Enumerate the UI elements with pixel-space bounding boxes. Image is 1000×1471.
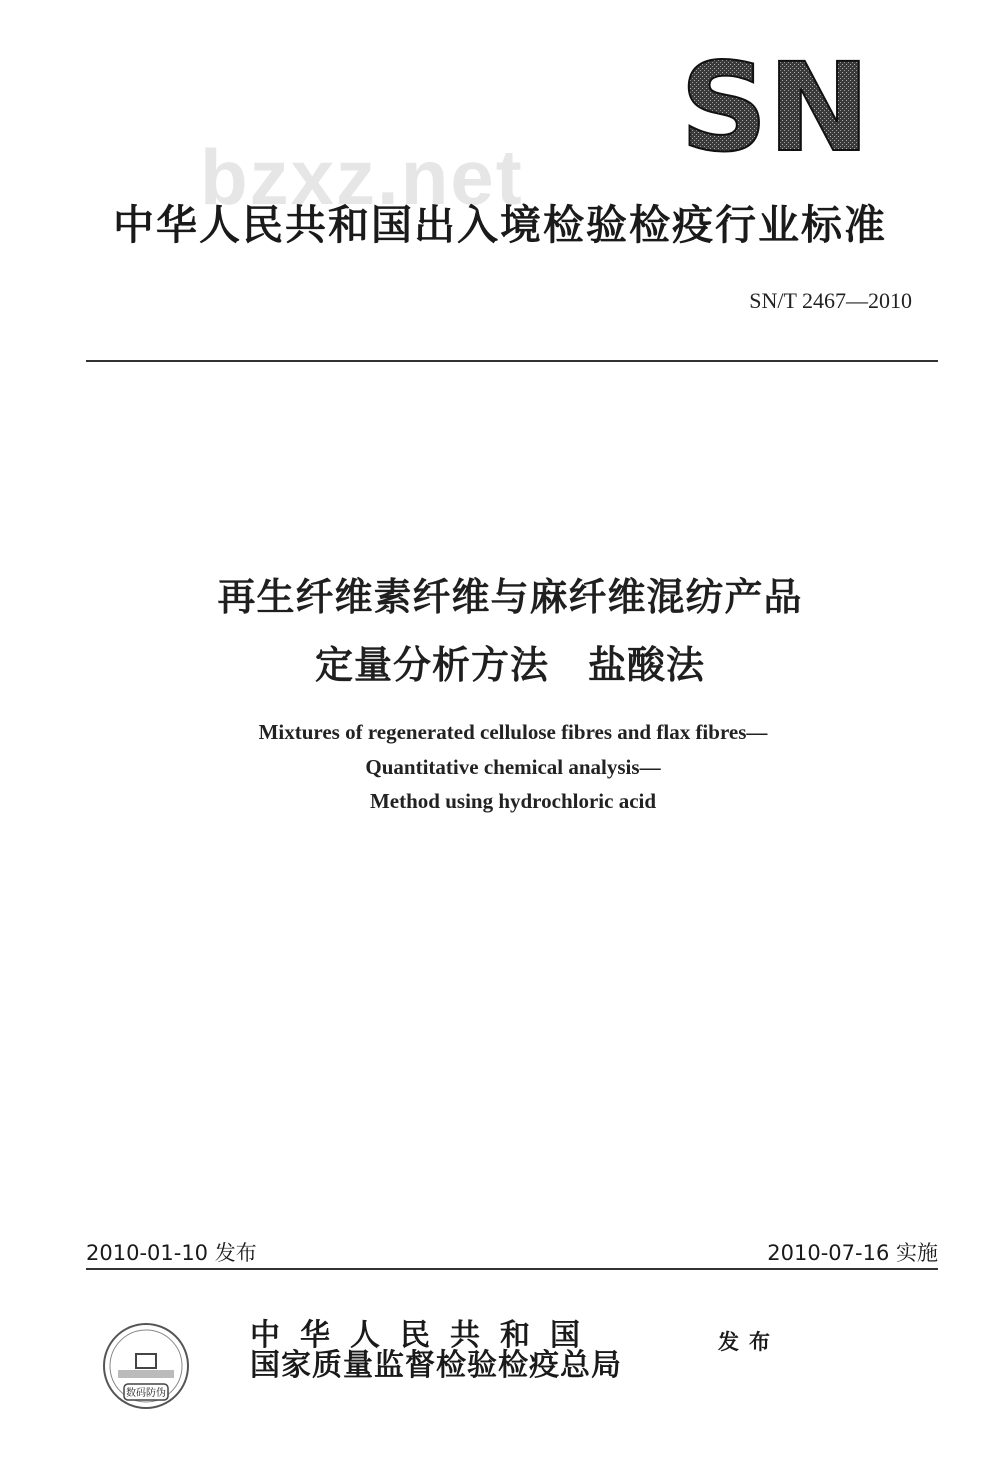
stamp-label: 数码防伪 — [126, 1388, 166, 1399]
top-divider — [86, 360, 938, 362]
anti-counterfeit-stamp — [100, 1320, 192, 1412]
title-en-line-2: Quantitative chemical analysis— — [365, 755, 661, 779]
watermark: bzxz.net — [200, 133, 524, 221]
publisher-line-1: 中华人民共和国 — [250, 1318, 600, 1353]
issue-date: 2010-01-10 发布 — [86, 1241, 257, 1265]
implementation-date: 2010-07-16 实施 — [767, 1241, 938, 1265]
publisher-line-2: 国家质量监督检验检疫总局 — [250, 1348, 622, 1383]
sn-logo-text: SN — [680, 50, 870, 160]
bottom-divider — [86, 1268, 938, 1270]
title-zh-line-1: 再生纤维素纤维与麻纤维混纺产品 — [217, 575, 803, 619]
issuer-title: 中华人民共和国出入境检验检疫行业标准 — [113, 201, 887, 249]
title-zh-line-2: 定量分析方法 盐酸法 — [314, 643, 705, 687]
title-en-line-3: Method using hydrochloric acid — [369, 789, 657, 813]
standard-code: SN/T 2467—2010 — [749, 288, 912, 313]
sn-logo — [668, 50, 883, 160]
publish-verb: 发布 — [718, 1330, 780, 1354]
title-en-line-1: Mixtures of regenerated cellulose fibres and flax fibres— — [258, 720, 768, 744]
